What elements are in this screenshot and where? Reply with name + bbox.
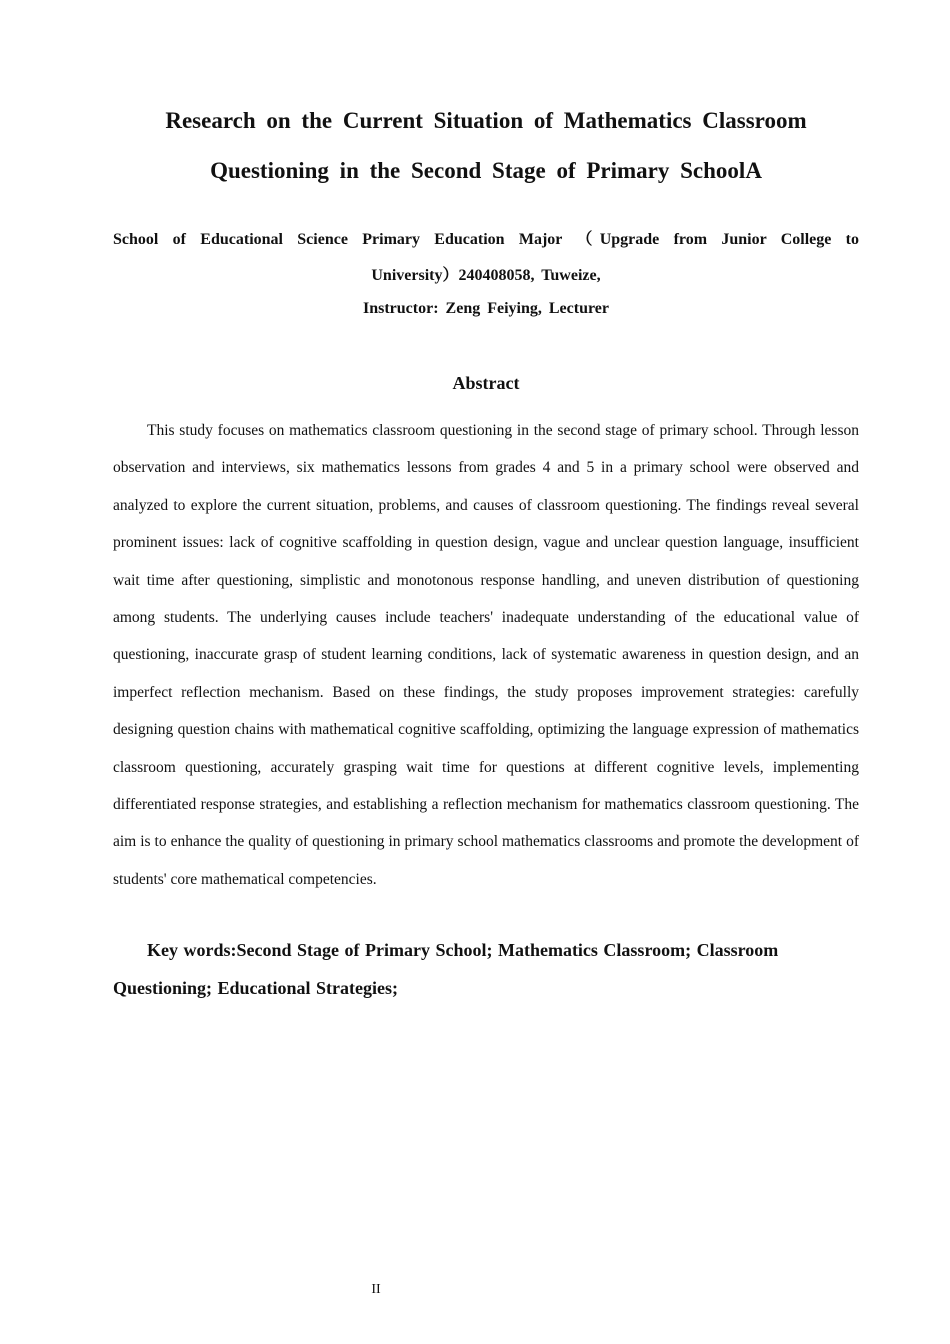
author-affiliation-line-1: School of Educational Science Primary Education Major （Upgrade from Junior College to	[113, 231, 859, 248]
abstract-body: This study focuses on mathematics classroom questioning in the second stage of primary school. Through lesson observation and interviews, six mathematics lessons from grades 4 and 5 in a primary school were observed and analyzed to explore the current situation, problems, and causes of classroom questioning. The findings reveal several prominent issues: lack of cognitive scaffolding in question design, vague and unclear question language, insufficient wait time after questioning, simplistic and monotonous response handling, and uneven distribution of questioning among students. The underlying causes include teachers' inadequate understanding of the educational value of questioning, inaccurate grasp of student learning conditions, lack of systematic awareness in question design, and an imperfect reflection mechanism. Based on these findings, the study proposes improvement strategies: carefully designing question chains with mathematical cognitive scaffolding, optimizing the language expression of mathematics classroom questioning, accurately grasping wait time for questions at different cognitive levels, implementing differentiated response strategies, and establishing a reflection mechanism for mathematics classroom questioning. The aim is to enhance the quality of questioning in primary school mathematics classrooms and promote the development of students' core mathematical competencies.	[113, 422, 859, 888]
keywords: Key words:Second Stage of Primary School; Mathematics Classroom; Classroom Questioning; Educational Strategies;	[113, 940, 779, 998]
paper-title-line-1: Research on the Current Situation of Mathematics Classroom	[165, 108, 807, 133]
paper-title-line-2: Questioning in the Second Stage of Primary SchoolA	[210, 158, 762, 183]
author-affiliation-line-2: University）240408058, Tuweize,	[371, 267, 601, 284]
author-affiliation	[113, 222, 859, 294]
abstract-heading: Abstract	[452, 373, 520, 393]
page-number: II	[371, 1282, 381, 1297]
instructor-line: Instructor: Zeng Feiying, Lecturer	[363, 300, 609, 317]
paper-title	[113, 96, 859, 196]
